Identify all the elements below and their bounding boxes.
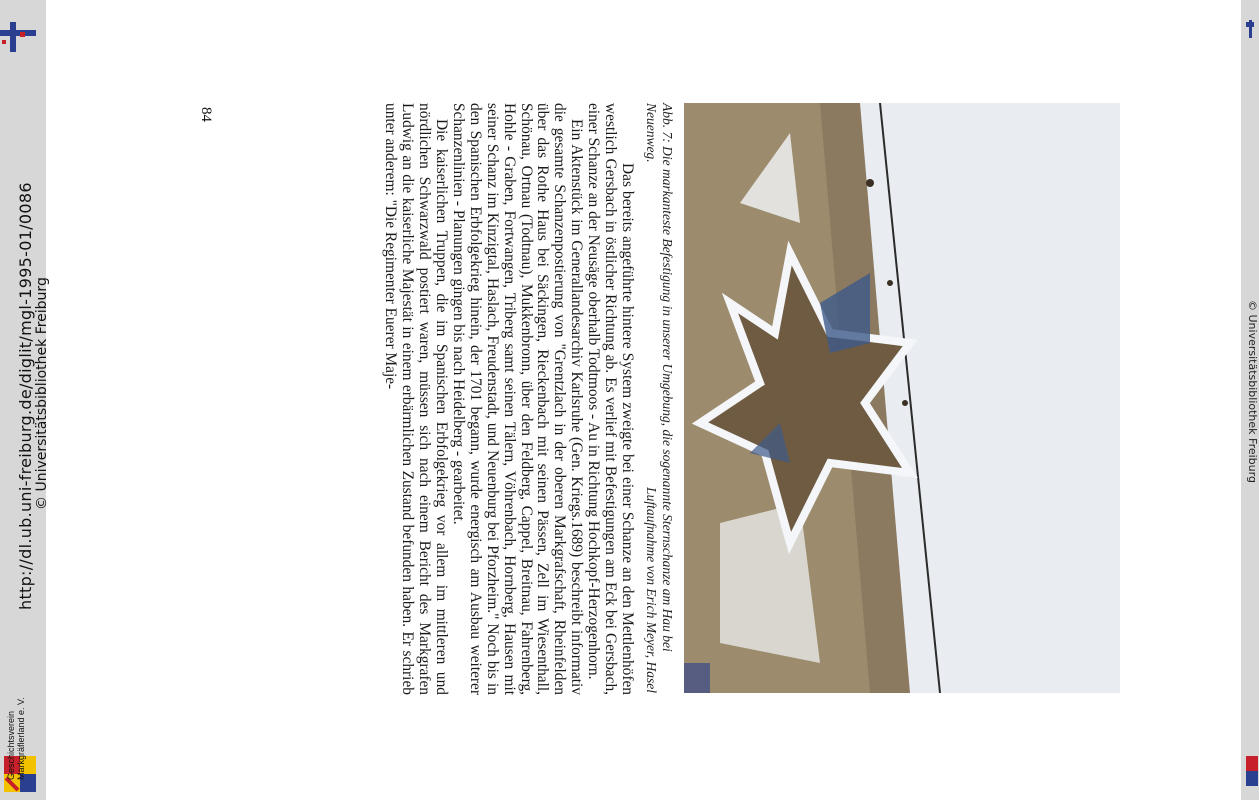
association-name: Geschichtsverein Markgräflerland e. V. <box>6 697 26 780</box>
right-strip-text <box>1243 0 1259 800</box>
copyright-notice: © Universitätsbibliothek Freiburg <box>34 277 50 510</box>
paragraph: Die kaiserlichen Truppen, die im Spanischen Erbfolgekrieg vor allem im mittleren und nördlichen Schwarzwald postiert waren, müssen sich nach einem Bericht des Markgrafen Ludwig an die kaiserliche Majestät in einem erbärmlichen Zustand befunden haben. Er schrieb unter anderem: "Die Regimenter Euerer Maje- <box>382 103 451 695</box>
left-footer <box>2 0 50 800</box>
article-body <box>381 103 635 695</box>
aerial-photo-star-fort <box>684 103 1120 693</box>
caption-text: Die markanteste Befestigung in unserer Umgebung, die sogenannte Sternschanze am Hau bei Neuenweg. <box>644 103 675 652</box>
page-number: 84 <box>198 107 214 122</box>
photo-credit: Luftaufnahme von Erich Meyer, Hasel <box>644 487 659 693</box>
paragraph: Ein Aktenstück im Generallandesarchiv Karlsruhe (Gen. Kriegs.1689) beschreibt informativ die gesamte Schanzenpostierung von "Grentzlach in der oberen Markgrafschaft, Rheinfelden über das Rothe Haus bei Säckingen, Rieckenbach mit seinen Pässen, Zell im Wiesenthall, Schönau, Ortnau (Todtnau), Mukkenbronn, über den Feldberg, Cappel, Breitnau, Fahrenberg, Hohle - Graben, Fortwangen, Triberg samt seinen Tälern, Vöhrenbach, Hornberg, Hausen mit seiner Schanz im Kinzigtal, Haslach, Freudenstadt, und Neuenburg bei Pforzheim." Noch bis in den Spanischen Erbfolgekrieg hinein, der 1701 begann, wurde energisch am Ausbau weiterer Schanzenlinien - Planungen gingen bis nach Heidelberg - gearbeitet. <box>449 103 586 695</box>
scanned-page <box>140 95 1000 695</box>
document-url-link[interactable]: http://dl.ub.uni-freiburg.de/diglit/mgl-1995-01/0086 <box>16 182 35 610</box>
caption-label: Abb. 7: <box>660 103 675 143</box>
paragraph: Das bereits angeführte hintere System zweigte bei einer Schanze an den Mettlenhöfen westlich Gersbach in östlicher Richtung ab. Es verlief mit Befestigungen am Eck bei Gersbach, einer Schanze an der Neusäge oberhalb Todtmoos - Au in Richtung Hochkopf-Herzogenhorn. <box>585 103 636 695</box>
right-copyright: © Universitätsbibliothek Freiburg <box>1246 300 1259 483</box>
figure-caption <box>643 103 675 693</box>
